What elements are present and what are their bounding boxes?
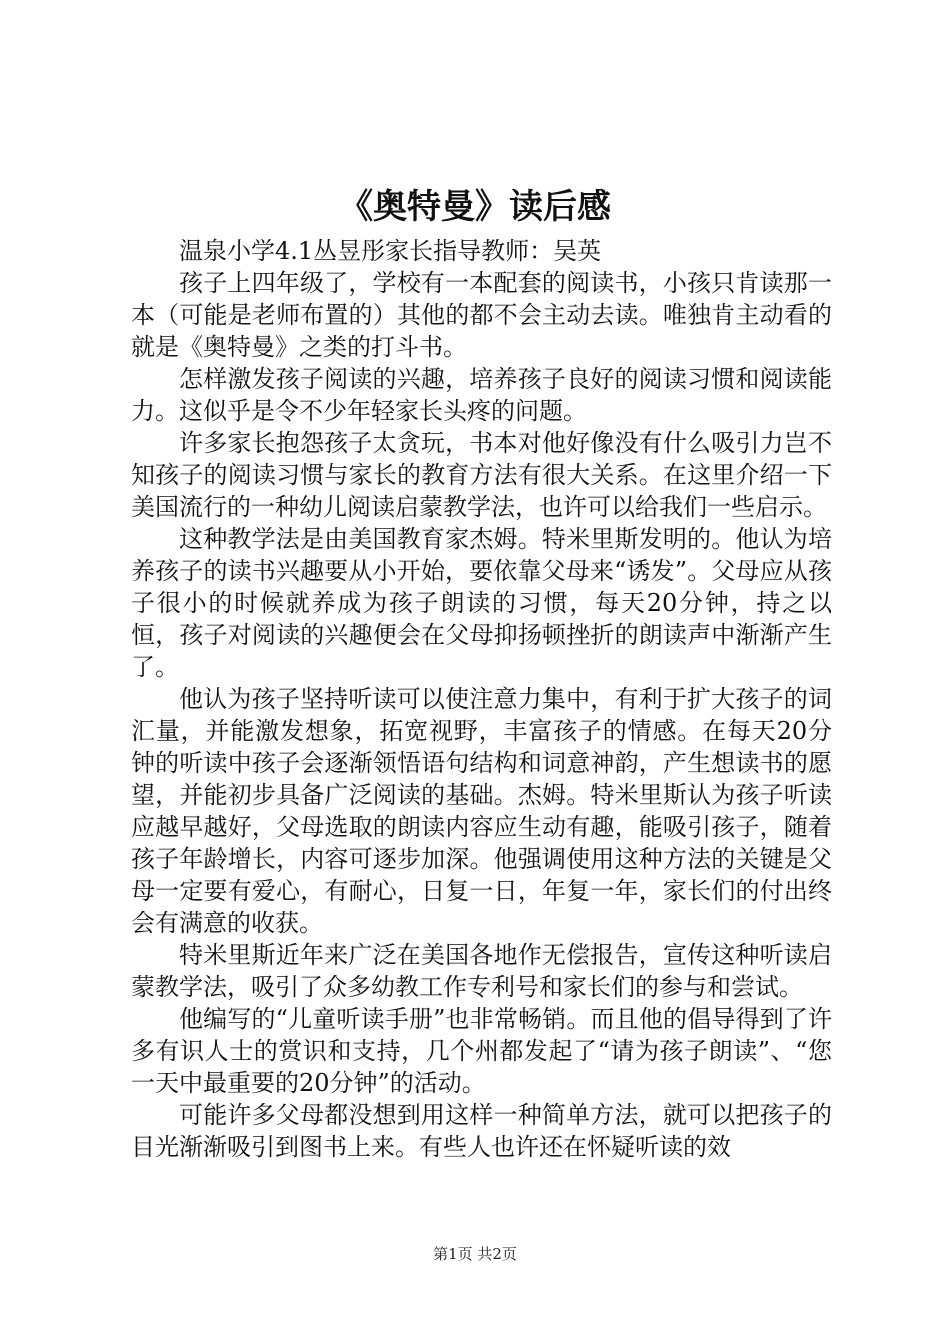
page-number-footer: 第1页 共2页 — [433, 1245, 517, 1263]
document-title: 《奥特曼》读后感 — [339, 187, 611, 227]
paragraph: 孩子上四年级了，学校有一本配套的阅读书，小孩只肯读那一本（可能是老师布置的）其他的都不会主动去读。唯独肯主动看的就是《奥特曼》之类的打斗书。 — [131, 269, 832, 361]
paragraph: 可能许多父母都没想到用这样一种简单方法，就可以把孩子的目光渐渐吸引到图书上来。有些人也许还在怀疑听读的效 — [131, 1101, 832, 1161]
paragraph: 他认为孩子坚持听读可以使注意力集中，有利于扩大孩子的词汇量，并能激发想象，拓宽视野，丰富孩子的情感。在每天20分钟的听读中孩子会逐渐领悟语句结构和词意神韵，产生想读书的愿望，并能初步具备广泛阅读的基础。杰姆。特米里斯认为孩子听读应越早越好，父母选取的朗读内容应生动有趣，能吸引孩子，随着孩子年龄增长，内容可逐步加深。他强调使用这种方法的关键是父母一定要有爱心，有耐心，日复一日，年复一年，家长们的付出终会有满意的收获。 — [131, 685, 832, 937]
author-line: 温泉小学4.1丛昱彤家长指导教师：吴英 — [179, 237, 602, 265]
paragraph: 特米里斯近年来广泛在美国各地作无偿报告，宣传这种听读启蒙教学法，吸引了众多幼教工作专利号和家长们的参与和尝试。 — [131, 941, 832, 1001]
paragraph: 怎样激发孩子阅读的兴趣，培养孩子良好的阅读习惯和阅读能力。这似乎是令不少年轻家长头疼的问题。 — [131, 365, 832, 425]
paragraph: 许多家长抱怨孩子太贪玩，书本对他好像没有什么吸引力岂不知孩子的阅读习惯与家长的教育方法有很大关系。在这里介绍一下美国流行的一种幼儿阅读启蒙教学法，也许可以给我们一些启示。 — [131, 429, 832, 521]
paragraph: 他编写的“儿童听读手册”也非常畅销。而且他的倡导得到了许多有识人士的赏识和支持，几个州都发起了“请为孩子朗读”、“您一天中最重要的20分钟”的活动。 — [131, 1005, 832, 1097]
paragraph: 这种教学法是由美国教育家杰姆。特米里斯发明的。他认为培养孩子的读书兴趣要从小开始，要依靠父母来“诱发”。父母应从孩子很小的时候就养成为孩子朗读的习惯，每天20分钟，持之以恒，孩子对阅读的兴趣便会在父母抑扬顿挫折的朗读声中渐渐产生了。 — [131, 525, 832, 681]
document-body — [131, 235, 832, 1163]
